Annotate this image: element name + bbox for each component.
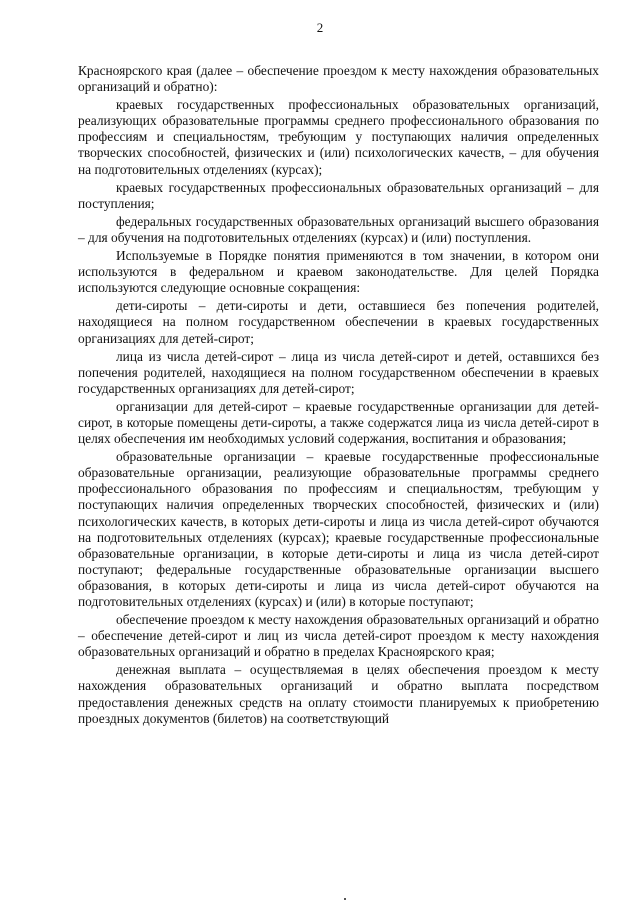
paragraph: денежная выплата – осуществляемая в целях обеспечения проездом к месту нахождения образовательных организаций и обратно выплата посредством предоставления денежных средств на оплату стоимости планируемых к приобретению проездных документов (билетов) на соответствующий xyxy=(78,662,599,726)
paragraph: краевых государственных профессиональных образовательных организаций – для поступления; xyxy=(78,179,599,211)
document-body xyxy=(78,63,599,729)
paragraph: федеральных государственных образовательных организаций высшего образования – для обучения на подготовительных отделениях (курсах) и (или) поступления. xyxy=(78,213,599,245)
paragraph: лица из числа детей-сирот – лица из числа детей-сирот и детей, оставшихся без попечения родителей, находящиеся на полном государственном обеспечении в краевых государственных организациях для детей-сирот; xyxy=(78,348,599,396)
paragraph: Используемые в Порядке понятия применяются в том значении, в котором они используются в федеральном и краевом законодательстве. Для целей Порядка используются следующие основные сокращения: xyxy=(78,248,599,296)
paragraph: краевых государственных профессиональных образовательных организаций, реализующих образовательные программы среднего профессионального образования по профессиям и специальностям, требующим у поступающих наличия определенных творческих способностей, физических и (или) психологических качеств, – для обучения на подготовительных отделениях (курсах); xyxy=(78,97,599,177)
paragraph: дети-сироты – дети-сироты и дети, оставшиеся без попечения родителей, находящиеся на полном государственном обеспечении в краевых государственных организациях для детей-сирот; xyxy=(78,298,599,346)
paragraph: образовательные организации – краевые государственные профессиональные образовательные организации, реализующие образовательные программы среднего профессионального образования по профессиям и специальностям, требующим у поступающих наличия определенных творческих способностей, физических и (или) психологических качеств, в которых дети-сироты и лица из числа детей-сирот обучаются на подготовительных отделениях (курсах); краевые государственные профессиональные образовательные организации, в которые дети-сироты и лица из числа детей-сирот поступают; федеральные государственные образовательные организации высшего образования, в которых дети-сироты и лица из числа детей-сирот обучаются на подготовительных отделениях (курсах) и (или) в которые поступают; xyxy=(78,449,599,609)
scan-artifact-dot xyxy=(344,898,346,900)
paragraph: обеспечение проездом к месту нахождения образовательных организаций и обратно – обеспечение детей-сирот и лиц из числа детей-сирот проездом к месту нахождения образовательных организаций и обратно в пределах Красноярского края; xyxy=(78,612,599,660)
paragraph: организации для детей-сирот – краевые государственные организации для детей-сирот, в которые помещены дети-сироты, а также содержатся лица из числа детей-сирот в целях обеспечения им необходимых условий содержания, воспитания и образования; xyxy=(78,398,599,447)
page-number: 2 xyxy=(316,20,324,35)
paragraph: Красноярского края (далее – обеспечение проездом к месту нахождения образовательных организаций и обратно): xyxy=(78,63,599,95)
